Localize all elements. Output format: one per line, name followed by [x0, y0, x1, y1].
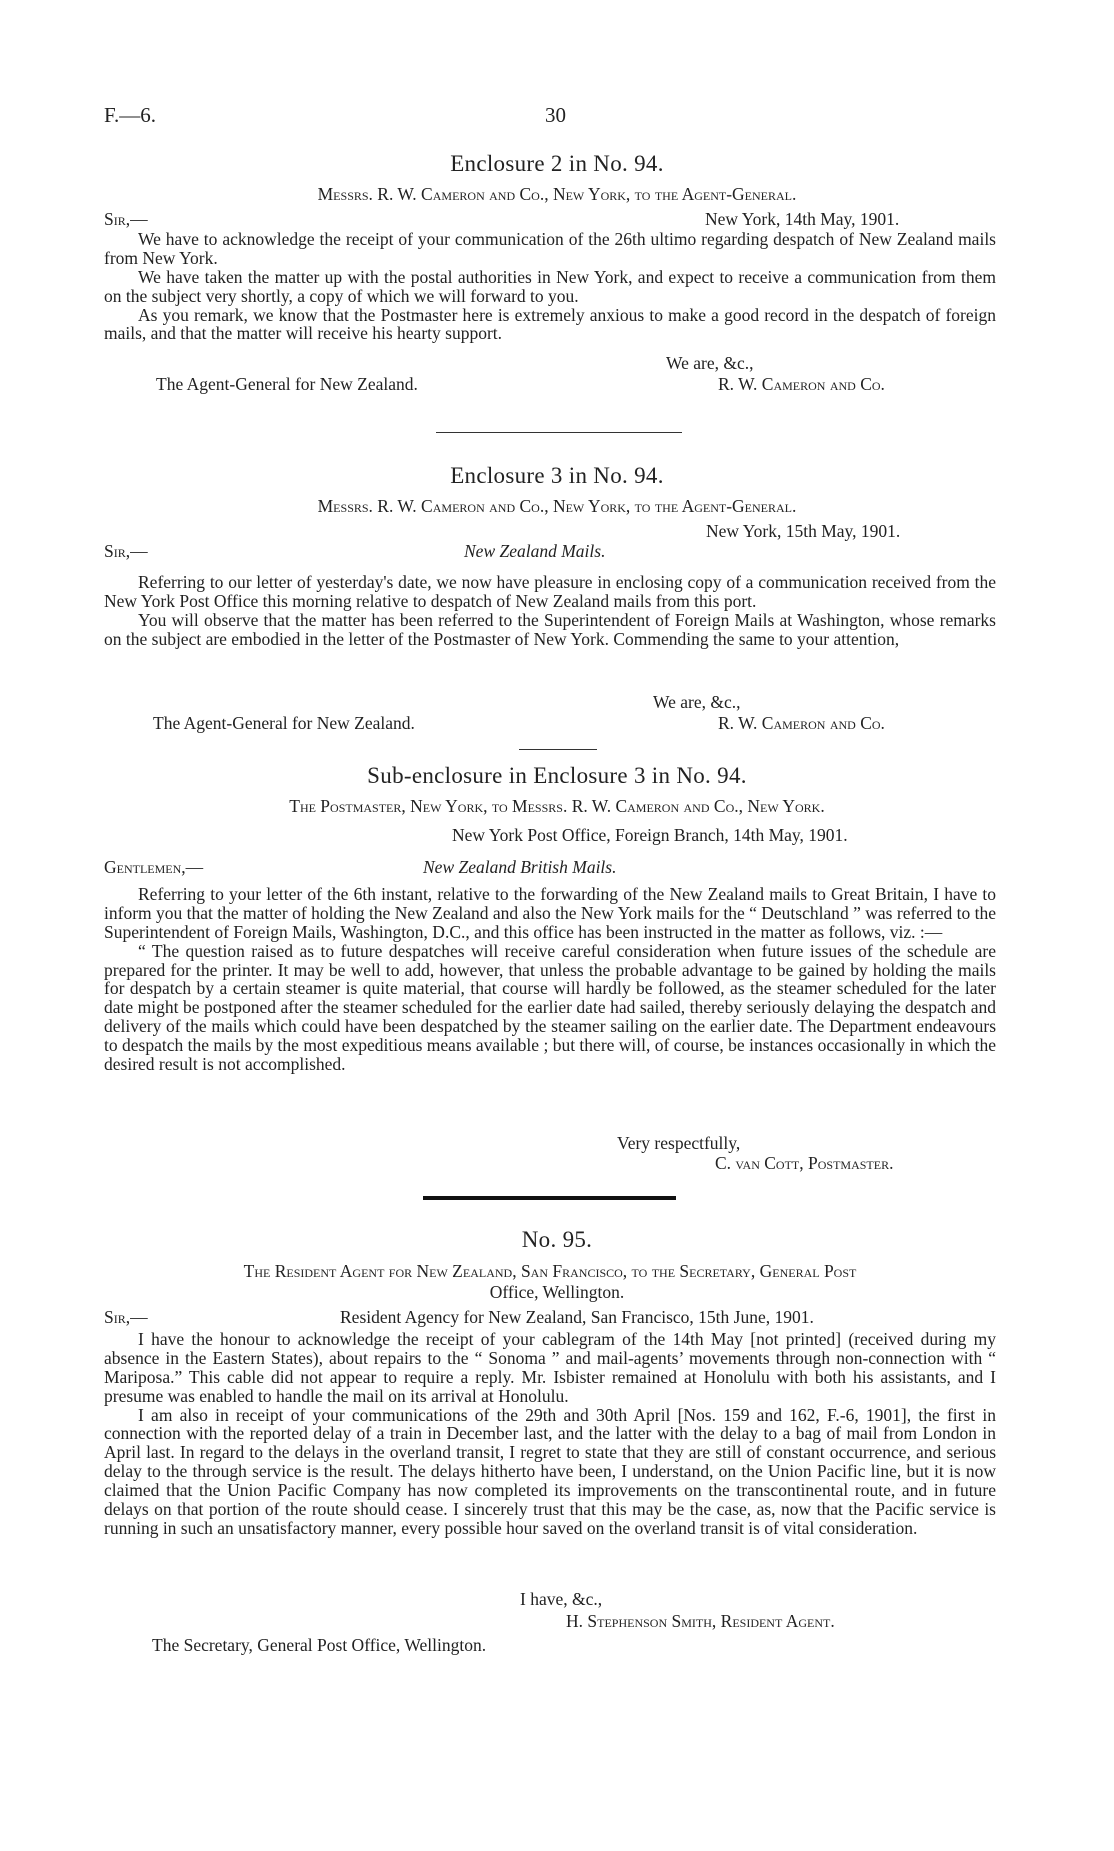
no-95-from-line-1: The Resident Agent for New Zealand, San Francisco, to the Secretary, General Post [243, 1261, 857, 1281]
section-divider [436, 432, 682, 433]
enclosure-2-signature: R. W. Cameron and Co. [718, 374, 885, 394]
sub-enclosure-subject: New Zealand British Mails. [423, 857, 617, 877]
no-95-date: Resident Agency for New Zealand, San Francisco, 15th June, 1901. [340, 1307, 814, 1327]
no-95-from-line-2: Office, Wellington. [489, 1282, 625, 1302]
enclosure-3-from: Messrs. R. W. Cameron and Co., New York, to the Agent-General. [317, 496, 797, 516]
sub-enclosure-from: The Postmaster, New York, to Messrs. R. W. Cameron and Co., New York. [289, 796, 825, 816]
sub-enclosure-body [104, 885, 996, 1074]
paragraph: I am also in receipt of your communications of the 29th and 30th April [Nos. 159 and 162, F.-6, 1901], the first in connection with the reported delay of a train in December last, and the latter with the delay to a bag of mail from London in April last. In regard to the delays in the overland transit, I regret to state that they are still of constant occurrence, and serious delay to the through service is the result. The delays hitherto have been, I understand, on the Union Pacific line, but it is now claimed that the Union Pacific Company has now completed its improvements on the transcontinental route, and in future delays on that portion of the route should cease. I sincerely trust that this may be the case, as, now that the Pacific service is running in such an unsatisfactory manner, every possible hour saved on the overland transit is of vital consideration. [104, 1404, 996, 1538]
paragraph: As you remark, we know that the Postmaster here is extremely anxious to make a good record in the despatch of foreign mails, and that the matter will receive his hearty support. [104, 304, 996, 344]
paragraph: “ The question raised as to future despatches will receive careful consideration when future issues of the schedule are prepared for the printer. It may be well to add, however, that unless the probable advantage to be gained by holding the mails for despatch by a certain steamer is quite material, that course will hardly be followed, as the steamer scheduled for the later date might be postponed after the steamer scheduled for the earlier date had sailed, thereby seriously delaying the despatch and delivery of the mails which could have been despatched by the steamer sailing on the earlier date. The Department endeavours to despatch the mails by the most expeditious means available ; but there will, of course, be instances occasionally in which the desired result is not accomplished. [104, 940, 996, 1075]
paragraph: We have taken the matter up with the postal authorities in New York, and expect to receive a communication from them on the subject very shortly, a copy of which we will forward to you. [104, 266, 996, 306]
enclosure-2-title: Enclosure 2 in No. 94. [450, 151, 664, 176]
sub-enclosure-salutation: Gentlemen,— [104, 857, 204, 877]
enclosure-3-signature: R. W. Cameron and Co. [718, 713, 885, 733]
enclosure-3-salutation: Sir,— [104, 541, 148, 561]
no-95-title: No. 95. [521, 1227, 593, 1252]
paragraph: You will observe that the matter has been referred to the Superintendent of Foreign Mails at Washington, whose remarks on the subject are embodied in the letter of the Postmaster of New York. Commending the same to your attention, [104, 609, 996, 649]
enclosure-3-body [104, 573, 996, 649]
section-divider [519, 749, 597, 750]
sub-enclosure-signature: C. van Cott, Postmaster. [715, 1153, 894, 1173]
no-95-salutation: Sir,— [104, 1307, 148, 1327]
enclosure-2-salutation: Sir,— [104, 209, 148, 229]
enclosure-3-title: Enclosure 3 in No. 94. [450, 463, 664, 488]
paragraph: Referring to our letter of yesterday's date, we now have pleasure in enclosing copy of a communication received from the New York Post Office this morning relative to despatch of New Zealand mails from this port. [104, 572, 996, 611]
paragraph: I have the honour to acknowledge the receipt of your cablegram of the 14th May [not printed] (received during my absence in the Eastern States), about repairs to the “ Sonoma ” and mail-agents’ movements through non-connection with “ Mariposa.” This cable did not appear to require a reply. Mr. Isbister remained at Honolulu with both his assistants, and I presume was enabled to handle the mail on its arrival at Honolulu. [104, 1329, 996, 1406]
sub-enclosure-date: New York Post Office, Foreign Branch, 14th May, 1901. [452, 825, 848, 845]
no-95-signature: H. Stephenson Smith, Resident Agent. [566, 1611, 835, 1631]
enclosure-3-closing: We are, &c., [653, 692, 741, 712]
no-95-addressee: The Secretary, General Post Office, Wellington. [152, 1635, 487, 1655]
enclosure-2-body [104, 230, 996, 343]
sub-enclosure-closing: Very respectfully, [617, 1133, 741, 1153]
enclosure-3-date: New York, 15th May, 1901. [706, 521, 901, 541]
paragraph: Referring to your letter of the 6th instant, relative to the forwarding of the New Zealand mails to Great Britain, I have to inform you that the matter of holding the New Zealand and also the New York mails for the “ Deutschland ” was referred to the Superintendent of Foreign Mails, Washington, D.C., and this office has been instructed in the matter as follows, viz. :— [104, 884, 996, 942]
enclosure-2-from: Messrs. R. W. Cameron and Co., New York, to the Agent-General. [317, 184, 797, 204]
paper-reference: F.—6. [104, 103, 156, 127]
no-95-closing: I have, &c., [520, 1589, 603, 1609]
enclosure-3-addressee: The Agent-General for New Zealand. [153, 713, 415, 733]
no-95-body [104, 1330, 996, 1538]
paragraph: We have to acknowledge the receipt of your communication of the 26th ultimo regarding despatch of New Zealand mails from New York. [104, 229, 996, 268]
sub-enclosure-title: Sub-enclosure in Enclosure 3 in No. 94. [367, 763, 747, 788]
enclosure-3-subject: New Zealand Mails. [464, 541, 606, 561]
page-number: 30 [545, 103, 566, 127]
enclosure-2-date: New York, 14th May, 1901. [705, 209, 900, 229]
thick-divider [423, 1196, 676, 1200]
enclosure-2-addressee: The Agent-General for New Zealand. [156, 374, 418, 394]
enclosure-2-closing: We are, &c., [666, 353, 754, 373]
